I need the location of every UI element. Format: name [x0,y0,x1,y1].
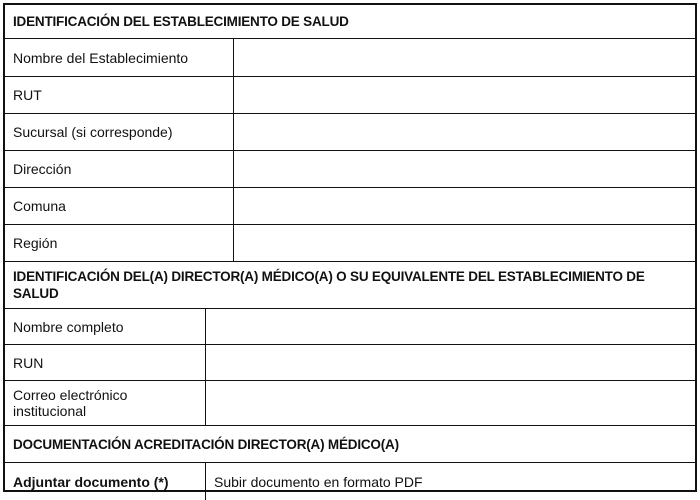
section1-header [5,5,695,39]
section1-title: IDENTIFICACIÓN DEL ESTABLECIMIENTO DE SALUD [13,14,349,29]
full-name-input[interactable] [206,309,695,344]
form-row-attach [5,463,695,500]
field-label-email: Correo electrónico institucional [5,381,206,425]
section3-header [5,426,695,463]
form-row-region [5,225,695,262]
branch-input[interactable] [234,114,695,150]
form-row-commune [5,188,695,225]
field-label-full-name: Nombre completo [5,309,206,344]
field-label-run: RUN [5,345,206,380]
section3-title: DOCUMENTACIÓN ACREDITACIÓN DIRECTOR(A) MÉDICO(A) [13,436,399,452]
form-row-run [5,345,695,381]
email-input[interactable] [206,381,695,425]
form-row-branch [5,114,695,151]
field-label-region: Región [5,225,234,261]
form-row-address [5,151,695,188]
form-row-full-name [5,309,695,345]
field-label-commune: Comuna [5,188,234,224]
field-label-branch: Sucursal (si corresponde) [5,114,234,150]
field-label-rut: RUT [5,77,234,113]
address-input[interactable] [234,151,695,187]
field-label-address: Dirección [5,151,234,187]
form-row-rut [5,77,695,114]
establishment-name-input[interactable] [234,39,695,76]
establishment-form [3,3,697,492]
commune-input[interactable] [234,188,695,224]
form-row-establishment-name [5,39,695,77]
rut-input[interactable] [234,77,695,113]
section2-title: IDENTIFICACIÓN DEL(A) DIRECTOR(A) MÉDICO(A) O SU EQUIVALENTE DEL ESTABLECIMIENTO DE SALUD [13,269,645,301]
region-input[interactable] [234,225,695,261]
upload-pdf-field[interactable]: Subir documento en formato PDF [214,473,423,490]
run-input[interactable] [206,345,695,380]
section2-header [5,262,695,309]
field-label-attach-document: Adjuntar documento (*) [5,463,206,500]
field-label-establishment-name: Nombre del Establecimiento [5,39,234,76]
form-row-email [5,381,695,426]
